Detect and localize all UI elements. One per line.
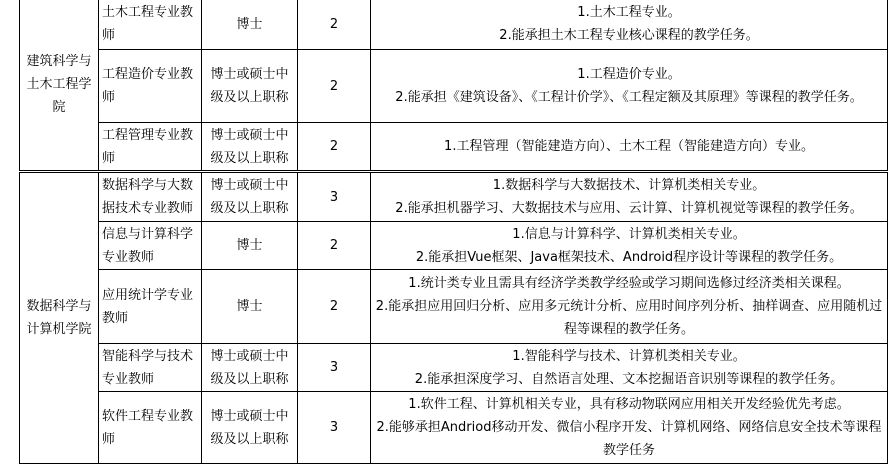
count-cell: 3 [298, 392, 371, 464]
requirements-cell [371, 172, 888, 222]
table-row [20, 172, 888, 222]
requirement-line: 1.土木工程专业。 [577, 5, 681, 20]
requirements-cell [371, 0, 888, 50]
department-cell: 建筑科学与土木工程学院 [20, 0, 99, 172]
position-cell: 应用统计学专业教师 [99, 270, 202, 344]
department-cell: 数据科学与计算机学院 [20, 172, 99, 464]
requirement-line: 1.软件工程、计算机相关专业，具有移动物联网应用相关开发经验优先考虑。 [408, 397, 850, 412]
position-cell: 智能科学与技术专业教师 [99, 344, 202, 392]
position-cell: 工程管理专业教师 [99, 123, 202, 172]
requirements-cell [371, 270, 888, 344]
position-cell: 土木工程专业教师 [99, 0, 202, 50]
requirements-cell [371, 123, 888, 172]
position-cell: 软件工程专业教师 [99, 392, 202, 464]
count-cell: 2 [298, 222, 371, 270]
position-cell: 数据科学与大数据技术专业教师 [99, 172, 202, 222]
table-row [20, 222, 888, 270]
table-row [20, 50, 888, 123]
requirements-cell [371, 392, 888, 464]
degree-cell: 博士或硕士中级及以上职称 [202, 344, 298, 392]
degree-cell: 博士 [202, 0, 298, 50]
table-row [20, 0, 888, 50]
count-cell: 2 [298, 270, 371, 344]
recruitment-table [19, 0, 888, 464]
requirement-line: 2.能承担Vue框架、Java框架技术、Android程序设计等课程的教学任务。 [415, 249, 843, 265]
degree-cell: 博士 [202, 222, 298, 270]
requirement-line: 1.信息与计算科学、计算机类相关专业。 [512, 226, 746, 242]
count-cell: 3 [298, 172, 371, 222]
count-cell: 2 [298, 0, 371, 50]
degree-cell: 博士 [202, 270, 298, 344]
table-row [20, 344, 888, 392]
count-cell: 3 [298, 344, 371, 392]
table-row [20, 123, 888, 172]
requirements-cell [371, 344, 888, 392]
requirement-line: 2.能承担土木工程专业核心课程的教学任务。 [499, 28, 759, 43]
count-cell: 2 [298, 123, 371, 172]
requirement-line: 2.能够承担Andriod移动开发、微信小程序开发、计算机网络、网络信息安全技术等课程教学任务 [376, 420, 882, 458]
degree-cell: 博士或硕士中级及以上职称 [202, 50, 298, 123]
degree-cell: 博士或硕士中级及以上职称 [202, 123, 298, 172]
requirement-line: 2.能承担机器学习、大数据技术与应用、云计算、计算机视觉等课程的教学任务。 [395, 201, 863, 216]
table-row [20, 270, 888, 344]
degree-cell: 博士或硕士中级及以上职称 [202, 172, 298, 222]
degree-cell: 博士或硕士中级及以上职称 [202, 392, 298, 464]
requirement-line: 1.数据科学与大数据技术、计算机类相关专业。 [492, 178, 766, 193]
requirement-line: 1.工程造价专业。 [577, 67, 681, 82]
position-cell: 信息与计算科学专业教师 [99, 222, 202, 270]
table-row [20, 392, 888, 464]
requirements-cell [371, 50, 888, 123]
requirement-line: 2.能承担深度学习、自然语言处理、文本挖掘语音识别等课程的教学任务。 [414, 371, 844, 387]
position-cell: 工程造价专业教师 [99, 50, 202, 123]
requirement-line: 2.能承担应用回归分析、应用多元统计分析、应用时间序列分析、抽样调查、应用随机过程等课程的教学任务。 [375, 299, 883, 337]
requirement-line: 1.工程管理（智能建造方向）、土木工程（智能建造方向）专业。 [444, 139, 814, 154]
requirement-line: 1.智能科学与技术、计算机类相关专业。 [512, 348, 746, 364]
count-cell: 2 [298, 50, 371, 123]
requirement-line: 1.统计类专业且需具有经济学类教学经验或学习期间选修过经济类相关课程。 [408, 276, 850, 291]
requirement-line: 2.能承担《建筑设备》、《工程计价学》、《工程定额及其原理》等课程的教学任务。 [395, 90, 863, 105]
requirements-cell [371, 222, 888, 270]
